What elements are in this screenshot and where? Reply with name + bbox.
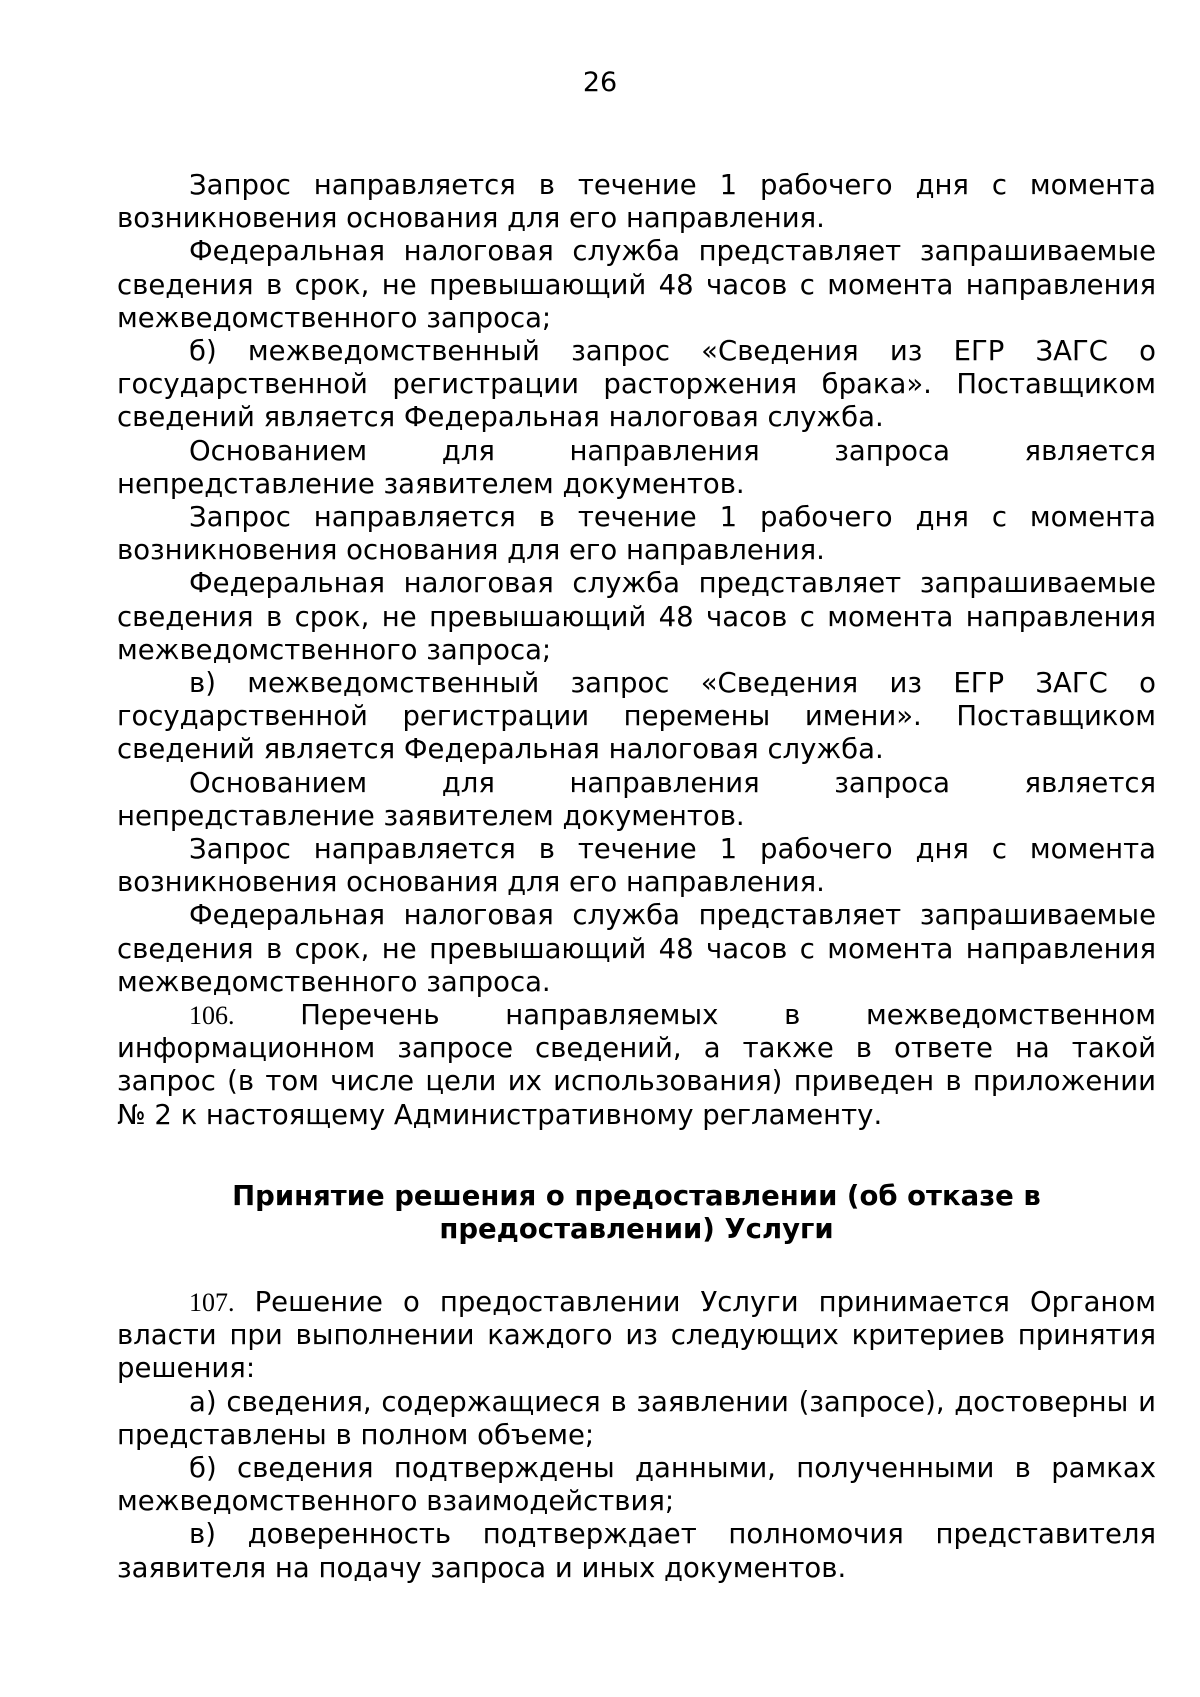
paragraph: Основанием для направления запроса является непредставление заявителем документов. (117, 434, 1156, 500)
criterion: в) доверенность подтверждает полномочия представителя заявителя на подачу запроса и иных документов. (117, 1518, 1156, 1584)
paragraph: Федеральная налоговая служба представляет запрашиваемые сведения в срок, не превышающий 48 часов с момента направления межведомственного запроса. (117, 899, 1156, 998)
item-text: Решение о предоставлении Услуги принимается Органом власти при выполнении каждого из следующих критериев принятия решения: (117, 1285, 1156, 1385)
item-text: Перечень направляемых в межведомственном информационном запросе сведений, а также в ответе на такой запрос (в том числе цели их использования) приведен в приложении № 2 к настоящему Административному регламенту. (117, 999, 1156, 1131)
item-107 (117, 1286, 1156, 1386)
section-heading-line: Принятие решения о предоставлении (об отказе в (232, 1179, 1041, 1212)
criterion: а) сведения, содержащиеся в заявлении (запросе), достоверны и представлены в полном объеме; (117, 1385, 1156, 1451)
paragraph: Запрос направляется в течение 1 рабочего дня с момента возникновения основания для его направления. (117, 833, 1156, 899)
item-number: 106. (189, 1001, 235, 1031)
paragraph: Федеральная налоговая служба представляет запрашиваемые сведения в срок, не превышающий 48 часов с момента направления межведомственного запроса; (117, 235, 1156, 334)
criterion: б) сведения подтверждены данными, полученными в рамках межведомственного взаимодействия; (117, 1451, 1156, 1518)
paragraph: Федеральная налоговая служба представляет запрашиваемые сведения в срок, не превышающий 48 часов с момента направления межведомственного запроса; (117, 567, 1156, 666)
section-heading (117, 1180, 1156, 1246)
document-body (117, 169, 1156, 1585)
item-number: 107. (189, 1287, 235, 1317)
paragraph: Запрос направляется в течение 1 рабочего дня с момента возникновения основания для его направления. (117, 169, 1156, 235)
paragraph: Запрос направляется в течение 1 рабочего дня с момента возникновения основания для его направления. (117, 501, 1156, 567)
paragraph: Основанием для направления запроса является непредставление заявителем документов. (117, 766, 1156, 832)
paragraph: в) межведомственный запрос «Сведения из ЕГР ЗАГС о государственной регистрации перемены имени». Поставщиком сведений является Федеральная налоговая служба. (117, 667, 1156, 766)
item-106 (117, 999, 1156, 1132)
page-number: 26 (582, 67, 618, 98)
section-heading-line: предоставлении) Услуги (439, 1212, 834, 1245)
paragraph: б) межведомственный запрос «Сведения из ЕГР ЗАГС о государственной регистрации расторжения брака». Поставщиком сведений является Федеральная налоговая служба. (117, 335, 1156, 434)
